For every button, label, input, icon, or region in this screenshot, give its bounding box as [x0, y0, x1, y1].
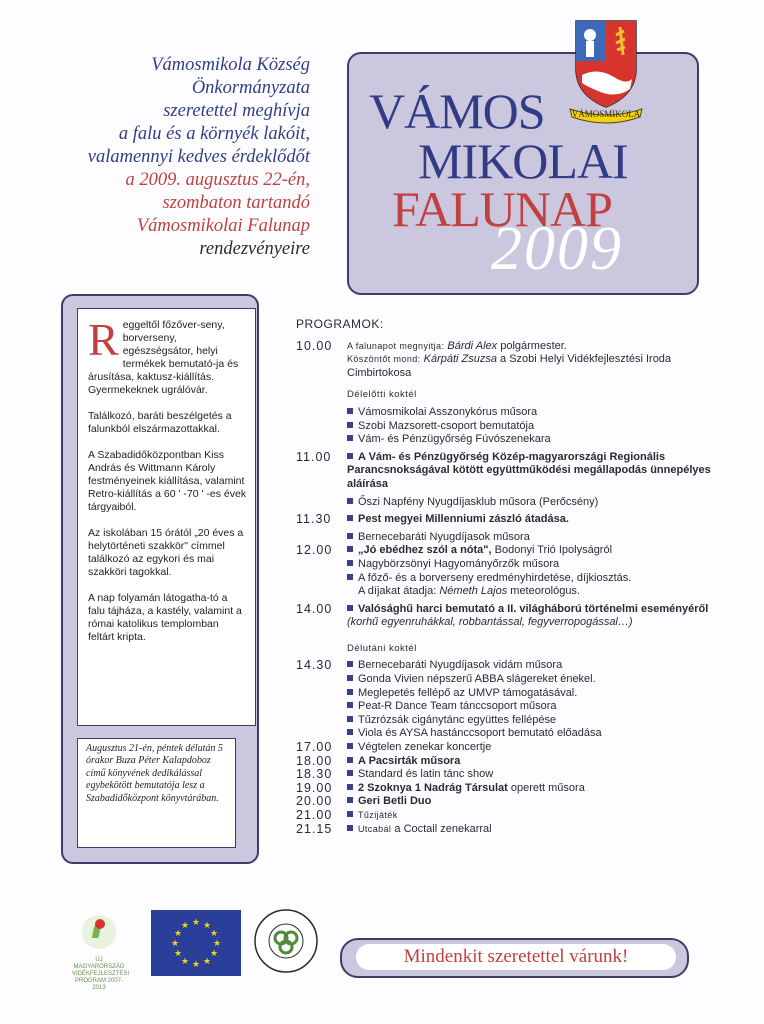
sidebar-p1: eggeltől főzőver-seny, borverseny, egészségsátor, helyi termékek bemutató-ja és árusítása, kaktusz-kiállítás. Gyermekeknek ugrálóvár. — [88, 319, 239, 396]
svg-text:★: ★ — [209, 929, 219, 939]
svg-text:★: ★ — [191, 960, 201, 970]
program-time: 10.00 — [296, 338, 333, 353]
program-entry — [296, 823, 716, 837]
intro-line: Vámosmikola Község — [151, 55, 310, 75]
program-time: 19.00 — [296, 780, 333, 795]
svg-text:★: ★ — [180, 957, 190, 967]
svg-text:★: ★ — [173, 949, 183, 959]
program-item: A Vám- és Pénzügyőrség Közép-magyarországi Regionális Parancsnokságával kötött együttműködési megállapodás ünnepélyes aláírása — [347, 450, 711, 490]
opening-label: A falunapot megnyitja: — [347, 340, 445, 351]
program-entry — [296, 809, 716, 823]
bullet-icon — [347, 757, 353, 763]
opening-person: Bárdi Alex — [447, 339, 498, 352]
book-presentation-note: Augusztus 21-én, péntek délután 5 órakor Buza Péter Kalapdoboz című könyvének dedikálással egybekötött bemutatója lesz a Szabadidőközpont könyvtárában. — [77, 738, 236, 848]
slogan-text: Mindenkit szeretettel várunk! — [356, 944, 676, 970]
program-entry — [296, 659, 716, 673]
program-item: Tűzijáték — [358, 810, 398, 820]
bullet-icon — [347, 515, 353, 521]
program-time: 17.00 — [296, 740, 333, 755]
program-entry — [296, 755, 716, 769]
award-label: A díjakat átadja: — [358, 585, 437, 598]
intro-line: Vámosmikolai Falunap — [136, 216, 310, 236]
program-entry — [296, 340, 716, 381]
program-entry — [296, 795, 716, 809]
sidebar-text-panel — [77, 308, 256, 726]
program-item: A Pacsirták műsora — [358, 754, 461, 767]
slogan-box — [340, 938, 689, 978]
program-item: Geri Betli Duo — [358, 795, 432, 808]
bullet-icon — [347, 825, 353, 831]
program-item: Bernecebaráti Nyugdíjasok műsora — [358, 530, 530, 543]
program-time: 14.00 — [296, 601, 333, 616]
greeting-rest: a Szobi Helyi Vidékfejlesztési Iroda Cimbirtokosa — [347, 353, 672, 379]
program-entry — [296, 451, 716, 492]
program-item: Tűzrózsák cigánytánc együttes fellépése — [358, 713, 557, 726]
greeting-person: Kárpáti Zsuzsa — [423, 353, 497, 366]
program-item: Őszi Napfény Nyugdíjasklub műsora (Perőcsény) — [358, 495, 599, 508]
title-line-3: FALUNAP — [392, 181, 612, 237]
program-item: Peat-R Dance Team tánccsoport műsora — [358, 700, 557, 713]
svg-text:★: ★ — [212, 939, 222, 949]
program-item: Nagybörzsönyi Hagyományőrzők műsora — [358, 557, 560, 570]
program-item: Bodonyi Trió Ipolyságról — [494, 544, 613, 557]
program-item-rest: operett műsora — [510, 781, 585, 794]
program-item: Utcabál — [358, 823, 392, 834]
program-time: 11.30 — [296, 512, 332, 527]
bullet-icon — [347, 435, 353, 441]
sidebar-p3: A Szabadidőközpontban Kiss András és Wittmann Károly festményeinek kiállítása, valamint Retro-kiállítás a 60 ' -70 ' -es évek tárgyaiból. — [88, 449, 247, 513]
title-line-1: VÁMOS — [369, 83, 545, 139]
svg-text:★: ★ — [202, 957, 212, 967]
section-label: Délelőtti koktél — [347, 389, 417, 401]
program-time: 20.00 — [296, 794, 333, 809]
sidebar-p4: Az iskolában 15 órától „20 éves a helytörténeti szakkör" címmel találkozó az egykori és mai szakköri tagokkal. — [88, 527, 244, 578]
bullet-icon — [347, 716, 353, 722]
bullet-icon — [347, 453, 353, 459]
program-item: (korhű egyenruhákkal, robbantással, fegyverropogással…) — [347, 616, 633, 629]
bullet-icon — [347, 560, 353, 566]
invitation-text — [20, 54, 310, 261]
bullet-icon — [347, 605, 353, 611]
svg-text:★: ★ — [180, 921, 190, 931]
logo-caption: ÚJ MAGYARORSZÁG VIDÉKFEJLESZTÉSI PROGRAM 2007-2013 — [72, 957, 130, 991]
section-label: Délutáni koktél — [347, 642, 417, 654]
bullet-icon — [347, 422, 353, 428]
program-item-rest: a Coctail zenekarral — [394, 822, 492, 835]
bullet-icon — [347, 574, 353, 580]
bullet-icon — [347, 546, 353, 552]
intro-line: rendezvényeire — [199, 239, 310, 259]
program-entry — [296, 741, 716, 755]
bullet-icon — [347, 702, 353, 708]
award-person: Németh Lajos — [439, 585, 508, 598]
program-entry — [296, 603, 716, 630]
intro-line: Önkormányzata — [191, 78, 310, 98]
bullet-icon — [347, 689, 353, 695]
title-line-2: MIKOLAI — [418, 133, 628, 189]
intro-line: valamennyi kedves érdeklődőt — [87, 147, 310, 167]
award-role: meteorológus. — [510, 585, 580, 598]
bullet-icon — [347, 675, 353, 681]
drop-cap: R — [88, 314, 119, 365]
intro-line: a 2009. augusztus 22-én, — [125, 170, 310, 190]
svg-text:★: ★ — [202, 921, 212, 931]
rural-development-office-logo-icon — [253, 908, 319, 974]
sidebar-p5: A nap folyamán látogatha-tó a falu tájháza, a kastély, valamint a római katolikus templomban feltárt kripta. — [88, 592, 242, 643]
program-time: 21.00 — [296, 808, 333, 822]
svg-text:★: ★ — [209, 949, 219, 959]
program-item: Vámosmikolai Asszonykórus műsora — [358, 405, 538, 418]
svg-text:★: ★ — [173, 929, 183, 939]
program-time: 12.00 — [296, 543, 333, 558]
bullet-icon — [347, 797, 353, 803]
svg-text:★: ★ — [191, 918, 201, 928]
sidebar-paragraph — [88, 314, 247, 397]
program-time: 18.30 — [296, 767, 333, 782]
svg-text:★: ★ — [170, 939, 180, 949]
bullet-icon — [347, 408, 353, 414]
program-entry — [296, 544, 716, 558]
opening-role: polgármester. — [500, 339, 567, 352]
program-item-title: Valósághű harci bemutató a II. világháború történelmi eseményéről — [358, 602, 709, 615]
program-item-title: „Jó ebédhez szól a nóta", — [358, 544, 492, 557]
coat-of-arms-icon — [568, 17, 644, 125]
program-time: 18.00 — [296, 753, 333, 768]
greeting-label: Köszöntőt mond: — [347, 354, 421, 365]
intro-line: szeretettel meghívja — [163, 101, 310, 121]
bullet-icon — [347, 661, 353, 667]
program-item: Szobi Mazsorett-csoport bemutatója — [358, 419, 535, 432]
program-item: Meglepetés fellépő az UMVP támogatásával. — [358, 686, 578, 699]
program-item: Vám- és Pénzügyőrség Fúvószenekara — [358, 433, 551, 446]
program-heading: PROGRAMOK: — [296, 317, 384, 331]
program-item: Pest megyei Millenniumi zászló átadása. — [358, 513, 569, 526]
bullet-icon — [347, 811, 353, 817]
coat-label: VÁMOSMIKOLA — [571, 109, 641, 119]
program-time: 21.15 — [296, 821, 333, 836]
program-item: Bernecebaráti Nyugdíjasok vidám műsora — [358, 659, 563, 672]
program-item: Standard és latin tánc show — [358, 768, 494, 781]
title-box — [347, 52, 699, 295]
title-year: 2009 — [491, 215, 623, 283]
program-time: 11.00 — [296, 449, 332, 464]
program-list — [296, 318, 716, 836]
eu-flag-icon — [151, 910, 241, 976]
bullet-icon — [347, 533, 353, 539]
intro-line: a falu és a környék lakóit, — [118, 124, 310, 144]
sidebar-box — [61, 294, 259, 864]
bullet-icon — [347, 729, 353, 735]
program-entry — [296, 768, 716, 782]
bullet-icon — [347, 498, 353, 504]
bullet-icon — [347, 784, 353, 790]
program-time: 14.30 — [296, 658, 333, 673]
program-item: Viola és AYSA hastánccsoport bemutató előadása — [358, 727, 602, 740]
new-hungary-logo-icon — [72, 912, 130, 991]
program-item: 2 Szoknya 1 Nadrág Társulat — [358, 781, 508, 794]
program-item: A főző- és a borverseny eredményhirdetése, díjkiosztás. — [358, 571, 632, 584]
program-item: Végtelen zenekar koncertje — [358, 741, 492, 754]
program-entry — [296, 513, 716, 527]
program-entry — [296, 782, 716, 796]
bullet-icon — [347, 743, 353, 749]
bullet-icon — [347, 770, 353, 776]
program-item: Gonda Vivien népszerű ABBA slágereket énekel. — [358, 673, 596, 686]
intro-line: szombaton tartandó — [162, 193, 310, 213]
sidebar-p2: Találkozó, baráti beszélgetés a falunkból elszármazottakkal. — [88, 410, 232, 435]
